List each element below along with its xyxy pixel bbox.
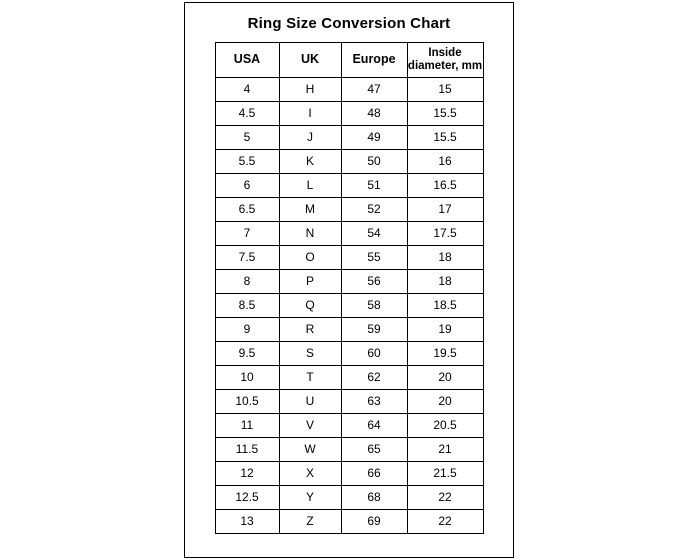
cell-europe: 52 [341,198,407,222]
cell-diameter: 20.5 [407,414,483,438]
cell-usa: 9 [215,318,279,342]
cell-diameter: 22 [407,486,483,510]
cell-diameter: 16.5 [407,174,483,198]
table-row [215,270,483,294]
cell-uk: Z [279,510,341,534]
cell-diameter: 22 [407,510,483,534]
cell-europe: 69 [341,510,407,534]
cell-uk: H [279,78,341,102]
table-row [215,462,483,486]
table-header-row [215,43,483,78]
table-body [215,78,483,534]
cell-usa: 6 [215,174,279,198]
cell-usa: 8 [215,270,279,294]
table-row [215,486,483,510]
table-row [215,174,483,198]
cell-europe: 55 [341,246,407,270]
cell-diameter: 21.5 [407,462,483,486]
column-header-inside-diameter: Inside diameter, mm [407,43,483,78]
cell-uk: R [279,318,341,342]
cell-europe: 47 [341,78,407,102]
column-header-usa: USA [215,43,279,78]
page-title: Ring Size Conversion Chart [247,15,451,32]
cell-uk: J [279,126,341,150]
cell-usa: 10 [215,366,279,390]
cell-diameter: 16 [407,150,483,174]
cell-usa: 5 [215,126,279,150]
cell-europe: 50 [341,150,407,174]
cell-usa: 4.5 [215,102,279,126]
cell-uk: M [279,198,341,222]
cell-uk: U [279,390,341,414]
cell-europe: 64 [341,414,407,438]
table-row [215,342,483,366]
cell-europe: 51 [341,174,407,198]
cell-usa: 4 [215,78,279,102]
table-row [215,246,483,270]
cell-usa: 9.5 [215,342,279,366]
cell-uk: X [279,462,341,486]
cell-diameter: 19.5 [407,342,483,366]
cell-uk: Q [279,294,341,318]
cell-uk: K [279,150,341,174]
cell-diameter: 15.5 [407,102,483,126]
cell-diameter: 15 [407,78,483,102]
cell-diameter: 18 [407,270,483,294]
table-row [215,510,483,534]
cell-usa: 7 [215,222,279,246]
cell-diameter: 19 [407,318,483,342]
table-row [215,222,483,246]
column-header-europe: Europe [341,43,407,78]
table-row [215,150,483,174]
cell-diameter: 18 [407,246,483,270]
table-row [215,390,483,414]
table-row [215,102,483,126]
table-row [215,438,483,462]
cell-europe: 56 [341,270,407,294]
cell-uk: T [279,366,341,390]
cell-uk: V [279,414,341,438]
cell-usa: 11.5 [215,438,279,462]
table-row [215,126,483,150]
table-row [215,198,483,222]
cell-diameter: 15.5 [407,126,483,150]
cell-uk: P [279,270,341,294]
cell-europe: 49 [341,126,407,150]
cell-uk: I [279,102,341,126]
cell-diameter: 20 [407,366,483,390]
cell-europe: 62 [341,366,407,390]
cell-usa: 7.5 [215,246,279,270]
cell-uk: W [279,438,341,462]
cell-usa: 12.5 [215,486,279,510]
cell-europe: 59 [341,318,407,342]
cell-diameter: 17 [407,198,483,222]
table-row [215,318,483,342]
column-header-uk: UK [279,43,341,78]
cell-europe: 65 [341,438,407,462]
cell-usa: 11 [215,414,279,438]
table-row [215,414,483,438]
table-row [215,366,483,390]
cell-diameter: 20 [407,390,483,414]
cell-usa: 8.5 [215,294,279,318]
cell-europe: 60 [341,342,407,366]
cell-diameter: 18.5 [407,294,483,318]
cell-uk: S [279,342,341,366]
chart-card [184,2,514,558]
cell-uk: O [279,246,341,270]
cell-europe: 58 [341,294,407,318]
ring-size-conversion-table [215,42,484,534]
table-row [215,78,483,102]
cell-diameter: 17.5 [407,222,483,246]
cell-europe: 63 [341,390,407,414]
cell-europe: 68 [341,486,407,510]
table-row [215,294,483,318]
cell-usa: 6.5 [215,198,279,222]
cell-uk: N [279,222,341,246]
cell-usa: 13 [215,510,279,534]
cell-europe: 48 [341,102,407,126]
cell-europe: 66 [341,462,407,486]
cell-usa: 12 [215,462,279,486]
cell-diameter: 21 [407,438,483,462]
cell-uk: Y [279,486,341,510]
cell-europe: 54 [341,222,407,246]
cell-usa: 10.5 [215,390,279,414]
cell-usa: 5.5 [215,150,279,174]
cell-uk: L [279,174,341,198]
